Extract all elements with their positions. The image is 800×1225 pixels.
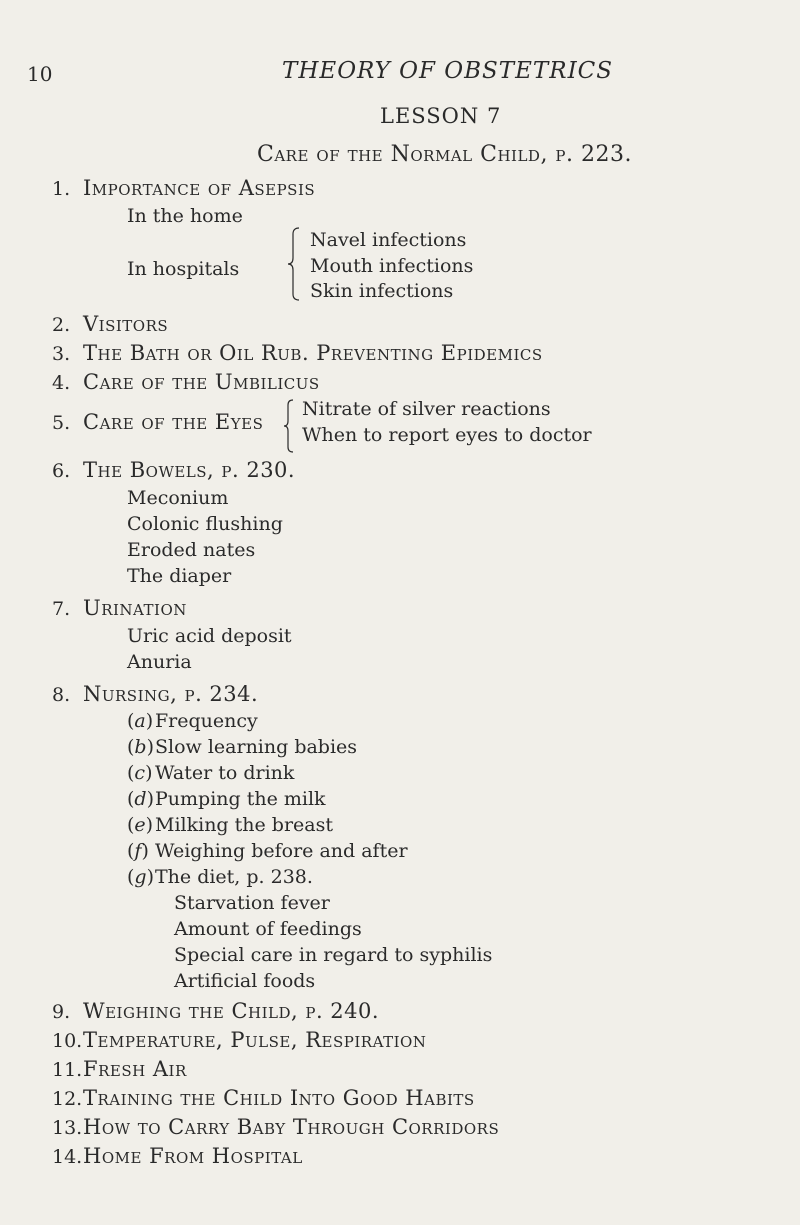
list-item: Amount of feedings — [174, 918, 362, 940]
item-text: The diet, p. 238. — [155, 866, 313, 888]
item-letter: b — [134, 736, 147, 758]
section-title: Training the Child Into Good Habits — [83, 1086, 475, 1110]
section-number: 10. — [52, 1030, 83, 1052]
list-item: (g)The diet, p. 238. — [127, 866, 313, 888]
item-letter: a — [134, 710, 146, 732]
item-letter: f — [134, 840, 142, 862]
lesson-caption: Care of the Normal Child, p. 223. — [257, 142, 632, 167]
list-item: Starvation fever — [174, 892, 330, 914]
item-letter: e — [134, 814, 146, 836]
list-item: Anuria — [127, 651, 192, 673]
section-title: Temperature, Pulse, Respiration — [83, 1028, 427, 1052]
list-item: (d)Pumping the milk — [127, 788, 326, 810]
asepsis-hospitals: In hospitals — [127, 258, 240, 280]
item-text: Water to drink — [155, 762, 295, 784]
section-number: 11. — [52, 1059, 83, 1081]
list-item: Eroded nates — [127, 539, 256, 561]
list-item: (f) Weighing before and after — [127, 840, 408, 862]
section-title: Urination — [83, 596, 187, 620]
section-number: 4. — [52, 372, 71, 394]
item-text: Milking the breast — [155, 814, 333, 836]
page-number: 10 — [27, 62, 53, 86]
section-number: 5. — [52, 412, 71, 434]
section-number: 2. — [52, 314, 71, 336]
section-title: How to Carry Baby Through Corridors — [83, 1115, 500, 1139]
list-item: (e) Milking the breast — [127, 814, 333, 836]
section-number: 13. — [52, 1117, 83, 1139]
section-number: 9. — [52, 1001, 71, 1023]
item-text: Frequency — [155, 710, 258, 732]
list-item: When to report eyes to doctor — [302, 424, 592, 446]
running-head: THEORY OF OBSTETRICS — [282, 58, 614, 84]
item-text: Slow learning babies — [155, 736, 358, 758]
section-number: 6. — [52, 460, 71, 482]
item-text: Pumping the milk — [155, 788, 326, 810]
list-item: Skin infections — [310, 280, 454, 302]
section-title: Nursing, p. 234. — [83, 682, 259, 706]
list-item: Special care in regard to syphilis — [174, 944, 493, 966]
section-title: Importance of Asepsis — [83, 176, 316, 200]
list-item: The diaper — [127, 565, 232, 587]
item-letter: g — [134, 866, 147, 888]
section-title: Care of the Eyes — [83, 410, 264, 434]
section-title: Fresh Air — [83, 1057, 187, 1081]
section-title: Care of the Umbilicus — [83, 370, 320, 394]
list-item: Nitrate of silver reactions — [302, 398, 551, 420]
list-item: (c) Water to drink — [127, 762, 295, 784]
item-text: Weighing before and after — [155, 840, 408, 862]
list-item: Navel infections — [310, 229, 467, 251]
lesson-title: LESSON 7 — [380, 104, 502, 128]
list-item: (b)Slow learning babies — [127, 736, 358, 758]
section-title: The Bath or Oil Rub. Preventing Epidemics — [83, 341, 543, 365]
section-number: 1. — [52, 178, 71, 200]
list-item: (a)Frequency — [127, 710, 258, 732]
left-brace-icon — [282, 398, 296, 454]
item-letter: c — [134, 762, 146, 784]
section-number: 12. — [52, 1088, 83, 1110]
list-item: Mouth infections — [310, 255, 474, 277]
section-number: 7. — [52, 598, 71, 620]
list-item: Artificial foods — [174, 970, 316, 992]
section-title: Home From Hospital — [83, 1144, 303, 1168]
section-title: The Bowels, p. 230. — [83, 458, 296, 482]
item-letter: d — [134, 788, 147, 810]
list-item: Uric acid deposit — [127, 625, 292, 647]
left-brace-icon — [286, 226, 302, 302]
list-item: Meconium — [127, 487, 229, 509]
section-title: Weighing the Child, p. 240. — [83, 999, 380, 1023]
list-item: Colonic flushing — [127, 513, 283, 535]
section-number: 8. — [52, 684, 71, 706]
asepsis-home: In the home — [127, 205, 243, 227]
section-number: 3. — [52, 343, 71, 365]
section-title: Visitors — [83, 312, 169, 336]
section-number: 14. — [52, 1146, 83, 1168]
